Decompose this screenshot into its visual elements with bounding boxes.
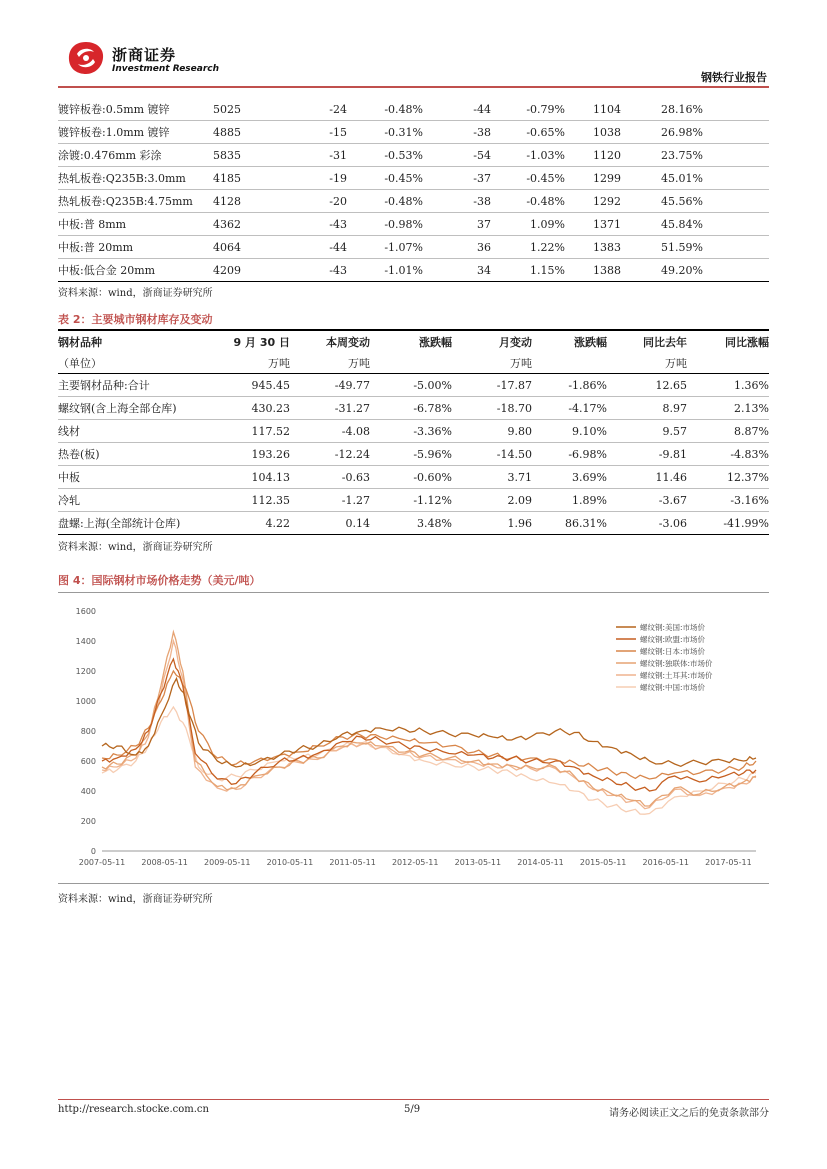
table-cell: -5.00% — [413, 378, 452, 392]
table-cell: 5025 — [213, 102, 241, 116]
table-row — [58, 489, 769, 512]
y-tick-label: 1600 — [75, 607, 96, 616]
table-cell: -12.24 — [334, 447, 370, 461]
legend-label: 螺纹钢:日本:市场价 — [640, 647, 706, 656]
inventory-table — [58, 329, 769, 535]
x-tick-label: 2014-05-11 — [517, 858, 564, 867]
table-cell: -4.08 — [341, 424, 370, 438]
table-cell: -43 — [329, 217, 347, 231]
table-cell: -1.12% — [413, 493, 452, 507]
table-cell: 1038 — [593, 125, 621, 139]
table-cell: -31 — [329, 148, 347, 162]
y-tick-label: 0 — [90, 847, 96, 856]
unit-yoy: 万吨 — [665, 357, 687, 370]
col-header-date: 9 月 30 日 — [233, 336, 290, 349]
table-cell: -31.27 — [334, 401, 370, 415]
table-row — [58, 213, 769, 236]
price-table — [58, 98, 769, 282]
table-cell: 1388 — [593, 263, 621, 277]
brand-name-en: Investment Research — [112, 64, 220, 74]
table-cell: -9.81 — [658, 447, 687, 461]
table-cell: -4.17% — [568, 401, 607, 415]
table-cell: 1292 — [593, 194, 621, 208]
table-cell: -1.03% — [526, 148, 565, 162]
table-cell: 26.98% — [661, 125, 703, 139]
table-cell: 9.80 — [507, 424, 532, 438]
table-cell: -38 — [473, 125, 491, 139]
table-cell: 1.15% — [530, 263, 565, 277]
table-row — [58, 236, 769, 259]
x-tick-label: 2013-05-11 — [454, 858, 502, 867]
footer-disclaimer: 请务必阅读正文之后的免责条款部分 — [609, 1108, 769, 1119]
table-cell: -1.86% — [568, 378, 607, 392]
page-number: 5/9 — [404, 1104, 421, 1115]
row-label: 中板:普 20mm — [58, 241, 134, 254]
table-cell: 28.16% — [661, 102, 703, 116]
table-row — [58, 167, 769, 190]
table-cell: 1.09% — [530, 217, 565, 231]
table-cell: -0.45% — [526, 171, 565, 185]
table-cell: 1.89% — [572, 493, 607, 507]
table-cell: 45.84% — [661, 217, 703, 231]
row-label: 热轧板卷:Q235B:3.0mm — [58, 172, 186, 185]
table-cell: 8.97 — [662, 401, 687, 415]
row-label: 线材 — [58, 425, 80, 438]
y-tick-label: 1400 — [75, 637, 96, 646]
table-cell: 3.71 — [507, 470, 532, 484]
table-cell: 0.14 — [345, 516, 370, 530]
table-cell: -0.60% — [413, 470, 452, 484]
footer-divider — [58, 1099, 769, 1100]
col-header-yoy-change: 同比去年 — [643, 336, 687, 349]
table-cell: 1104 — [593, 102, 621, 116]
col-header-week-change: 本周变动 — [326, 336, 370, 349]
table-cell: -3.36% — [413, 424, 452, 438]
table-cell: -44 — [473, 102, 491, 116]
figure4-caption: 图 4：国际钢材市场价格走势（美元/吨） — [58, 574, 261, 587]
y-tick-label: 1000 — [75, 697, 96, 706]
table-row — [58, 512, 769, 535]
table-cell: -18.70 — [496, 401, 532, 415]
table-cell: 12.37% — [727, 470, 769, 484]
table-row — [58, 190, 769, 213]
table-row — [58, 374, 769, 397]
unit-blank — [687, 353, 769, 374]
x-tick-label: 2015-05-11 — [579, 858, 627, 867]
table-cell: -15 — [329, 125, 347, 139]
table-cell: 104.13 — [251, 470, 290, 484]
y-tick-label: 600 — [80, 757, 96, 766]
table-cell: 1.36% — [734, 378, 769, 392]
table-cell: 8.87% — [734, 424, 769, 438]
table-cell: 37 — [477, 217, 491, 231]
table-cell: 49.20% — [661, 263, 703, 277]
table-cell: 1.96 — [507, 516, 532, 530]
table-cell: -0.45% — [384, 171, 423, 185]
table-cell: -0.63 — [341, 470, 370, 484]
table-cell: 2.13% — [734, 401, 769, 415]
col-header-month-pct: 涨跌幅 — [574, 336, 607, 349]
broker-logo-icon — [66, 40, 106, 76]
table-cell: 11.46 — [655, 470, 687, 484]
legend-label: 螺纹钢:中国:市场价 — [640, 683, 706, 692]
table-cell: -1.01% — [384, 263, 423, 277]
legend-label: 螺纹钢:土耳其:市场价 — [640, 671, 713, 680]
table-cell: 4885 — [213, 125, 241, 139]
table-cell: 430.23 — [251, 401, 290, 415]
row-label: 镀锌板卷:0.5mm 镀锌 — [58, 103, 170, 116]
table-cell: -0.79% — [526, 102, 565, 116]
legend-label: 螺纹钢:独联体:市场价 — [640, 659, 713, 668]
table-cell: -6.98% — [568, 447, 607, 461]
table-cell: -0.48% — [526, 194, 565, 208]
x-tick-label: 2009-05-11 — [204, 858, 251, 867]
row-label: 中板:普 8mm — [58, 218, 127, 231]
table-cell: -0.31% — [384, 125, 423, 139]
table-cell: -0.48% — [384, 194, 423, 208]
table-cell: -17.87 — [496, 378, 532, 392]
table-cell: -0.53% — [384, 148, 423, 162]
table-cell: 9.10% — [572, 424, 607, 438]
table-cell: 4209 — [213, 263, 241, 277]
row-label: 涂镀:0.476mm 彩涂 — [58, 149, 162, 162]
table-cell: -43 — [329, 263, 347, 277]
table-cell: -20 — [329, 194, 347, 208]
table-row — [58, 420, 769, 443]
table-cell: -0.98% — [384, 217, 423, 231]
row-label: 热轧板卷:Q235B:4.75mm — [58, 195, 193, 208]
table-cell: -1.07% — [384, 240, 423, 254]
table-cell: 3.48% — [417, 516, 452, 530]
footer-url[interactable]: http://research.stocke.com.cn — [58, 1104, 209, 1115]
table-cell: 34 — [477, 263, 491, 277]
table-cell: -24 — [329, 102, 347, 116]
table-row — [58, 397, 769, 420]
table-cell: -0.48% — [384, 102, 423, 116]
table-cell: -49.77 — [334, 378, 370, 392]
row-label: 中板 — [58, 471, 80, 484]
table-row — [58, 144, 769, 167]
table-cell: 5835 — [213, 148, 241, 162]
legend-label: 螺纹钢:欧盟:市场价 — [640, 635, 706, 644]
table-cell: -0.65% — [526, 125, 565, 139]
report-type: 钢铁行业报告 — [701, 71, 767, 84]
table-cell: -14.50 — [496, 447, 532, 461]
row-label: 主要钢材品种:合计 — [58, 379, 150, 392]
table-cell: 4185 — [213, 171, 241, 185]
price-line-chart — [58, 593, 769, 883]
table2-source: 资料来源：wind，浙商证券研究所 — [58, 542, 213, 553]
table-cell: 12.65 — [655, 378, 687, 392]
unit-week: 万吨 — [348, 357, 370, 370]
col-header-month-change: 月变动 — [499, 336, 532, 349]
y-tick-label: 200 — [80, 817, 96, 826]
table-cell: 45.56% — [661, 194, 703, 208]
table-cell: 112.35 — [251, 493, 290, 507]
x-tick-label: 2010-05-11 — [266, 858, 314, 867]
table-cell: -5.96% — [413, 447, 452, 461]
table-cell: 36 — [477, 240, 491, 254]
figure4-source: 资料来源：wind，浙商证券研究所 — [58, 894, 213, 905]
table-cell: -1.27 — [341, 493, 370, 507]
x-tick-label: 2011-05-11 — [329, 858, 376, 867]
legend-label: 螺纹钢:美国:市场价 — [640, 623, 706, 632]
table-row — [58, 121, 769, 144]
unit-label: （单位） — [58, 357, 102, 370]
table2-caption: 表 2：主要城市钢材库存及变动 — [58, 313, 213, 326]
table-cell: 1.22% — [530, 240, 565, 254]
table-cell: 4128 — [213, 194, 241, 208]
table-cell: 4362 — [213, 217, 241, 231]
table-cell: -6.78% — [413, 401, 452, 415]
table-cell: -3.06 — [658, 516, 687, 530]
brand-name-cn: 浙商证券 — [112, 46, 177, 64]
table-cell: 45.01% — [661, 171, 703, 185]
header-divider — [58, 86, 769, 88]
table-cell: 193.26 — [251, 447, 290, 461]
table-cell: 51.59% — [661, 240, 703, 254]
table-cell: 9.57 — [662, 424, 687, 438]
table-row — [58, 466, 769, 489]
x-tick-label: 2017-05-11 — [705, 858, 752, 867]
table1-source: 资料来源：wind，浙商证券研究所 — [58, 288, 213, 299]
table-cell: 1120 — [593, 148, 621, 162]
row-label: 中板:低合金 20mm — [58, 264, 156, 277]
y-tick-label: 1200 — [75, 667, 96, 676]
table-cell: 1299 — [593, 171, 621, 185]
unit-date: 万吨 — [268, 357, 290, 370]
table-cell: 23.75% — [661, 148, 703, 162]
table-cell: -41.99% — [723, 516, 769, 530]
table-row — [58, 443, 769, 466]
row-label: 盘螺:上海(全部统计仓库) — [58, 517, 181, 530]
table-row — [58, 259, 769, 282]
x-tick-label: 2008-05-11 — [141, 858, 188, 867]
table-cell: -3.16% — [730, 493, 769, 507]
x-tick-label: 2012-05-11 — [391, 858, 439, 867]
table-cell: -38 — [473, 194, 491, 208]
table-cell: -4.83% — [730, 447, 769, 461]
col-header-yoy-pct: 同比涨幅 — [725, 336, 769, 349]
table-cell: 117.52 — [251, 424, 290, 438]
row-label: 热卷(板) — [58, 448, 100, 461]
table-cell: -3.67 — [658, 493, 687, 507]
table-cell: -54 — [473, 148, 491, 162]
table-cell: 3.69% — [572, 470, 607, 484]
unit-blank — [370, 353, 452, 374]
row-label: 镀锌板卷:1.0mm 镀锌 — [58, 126, 170, 139]
col-header-product: 钢材品种 — [58, 336, 102, 349]
table-cell: 2.09 — [507, 493, 532, 507]
y-tick-label: 400 — [80, 787, 96, 796]
table-cell: 4064 — [213, 240, 241, 254]
chart-frame — [58, 592, 769, 884]
x-tick-label: 2016-05-11 — [642, 858, 690, 867]
table-cell: 4.22 — [265, 516, 290, 530]
unit-month: 万吨 — [510, 357, 532, 370]
row-label: 螺纹钢(含上海全部仓库) — [58, 402, 177, 415]
table-cell: 1371 — [593, 217, 621, 231]
table-row — [58, 98, 769, 121]
unit-blank — [532, 353, 607, 374]
table-cell: 945.45 — [251, 378, 290, 392]
col-header-week-pct: 涨跌幅 — [419, 336, 452, 349]
row-label: 冷轧 — [58, 494, 80, 507]
table-cell: -37 — [473, 171, 491, 185]
table-cell: 1383 — [593, 240, 621, 254]
table-cell: -44 — [329, 240, 347, 254]
x-tick-label: 2007-05-11 — [78, 858, 126, 867]
table-cell: -19 — [329, 171, 347, 185]
y-tick-label: 800 — [80, 727, 96, 736]
table-cell: 86.31% — [565, 516, 607, 530]
